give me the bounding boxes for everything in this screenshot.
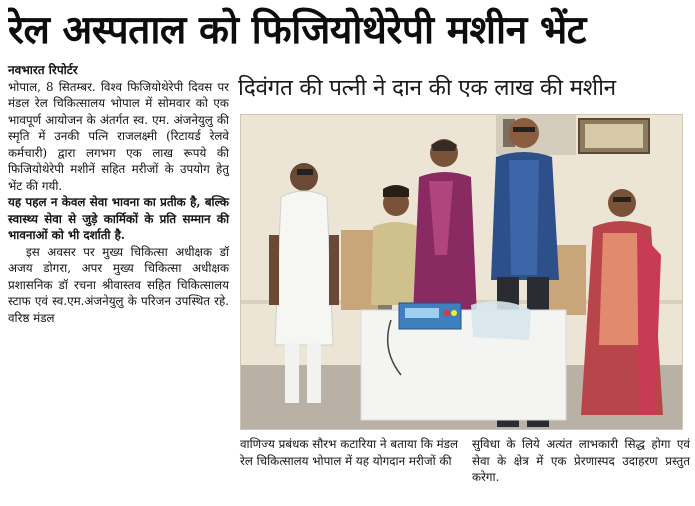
article-paragraph-2: इस अवसर पर मुख्य चिकित्सा अधीक्षक डॉ अजय डोगरा, अपर मुख्य चिकित्सा अधीक्षक प्रशासनिक डॉ रचना श्रीवास्तव सहित चिकित्सालय स्टाफ एवं स्व.एम.अंजनेयुलु के परिजन उपस्थित रहे. वरिष्ठ मंडल bbox=[8, 244, 229, 325]
news-photo bbox=[240, 114, 683, 430]
subheadline: दिवंगत की पत्नी ने दान की एक लाख की मशीन bbox=[238, 75, 616, 101]
headline: रेल अस्पताल को फिजियोथेरेपी मशीन भेंट bbox=[8, 8, 586, 53]
article-paragraph-1-bold: यह पहल न केवल सेवा भावना का प्रतीक है, बल्कि स्वास्थ्य सेवा से जुड़े कार्मिकों के प्रति सम्मान की भावनाओं को भी दर्शाती है. bbox=[8, 195, 229, 242]
reporter-byline: नवभारत रिपोर्टर bbox=[8, 63, 78, 77]
article-left-column bbox=[8, 62, 229, 326]
article-paragraph-1: भोपाल, 8 सितम्बर. विश्व फिजियोथेरेपी दिवस पर मंडल रेल चिकित्सालय भोपाल में सोमवार को एक भावपूर्ण आयोजन के अंतर्गत स्व. एम. अंजनेयुलु की स्मृति में उनकी पत्नि राजलक्ष्मी (रिटायर्ड रेलवे कर्मचारी) द्वारा लगभग एक लाख रूपये की फिजियोथेरेपी मशीनें सहित मरीजों के उपयोग हेतु भेंट की गयी. bbox=[8, 79, 229, 193]
article-column-2: वाणिज्य प्रबंधक सौरभ कटारिया ने बताया कि मंडल रेल चिकित्सालय भोपाल में यह योगदान मरीजों की bbox=[240, 437, 458, 468]
article-bottom-columns bbox=[240, 436, 690, 502]
photo-illustration bbox=[241, 115, 683, 430]
article-column-3: सुविधा के लिये अत्यंत लाभकारी सिद्ध होगा एवं सेवा के क्षेत्र में एक प्रेरणास्पद उदाहरण प्रस्तुत करेगा. bbox=[472, 437, 690, 484]
